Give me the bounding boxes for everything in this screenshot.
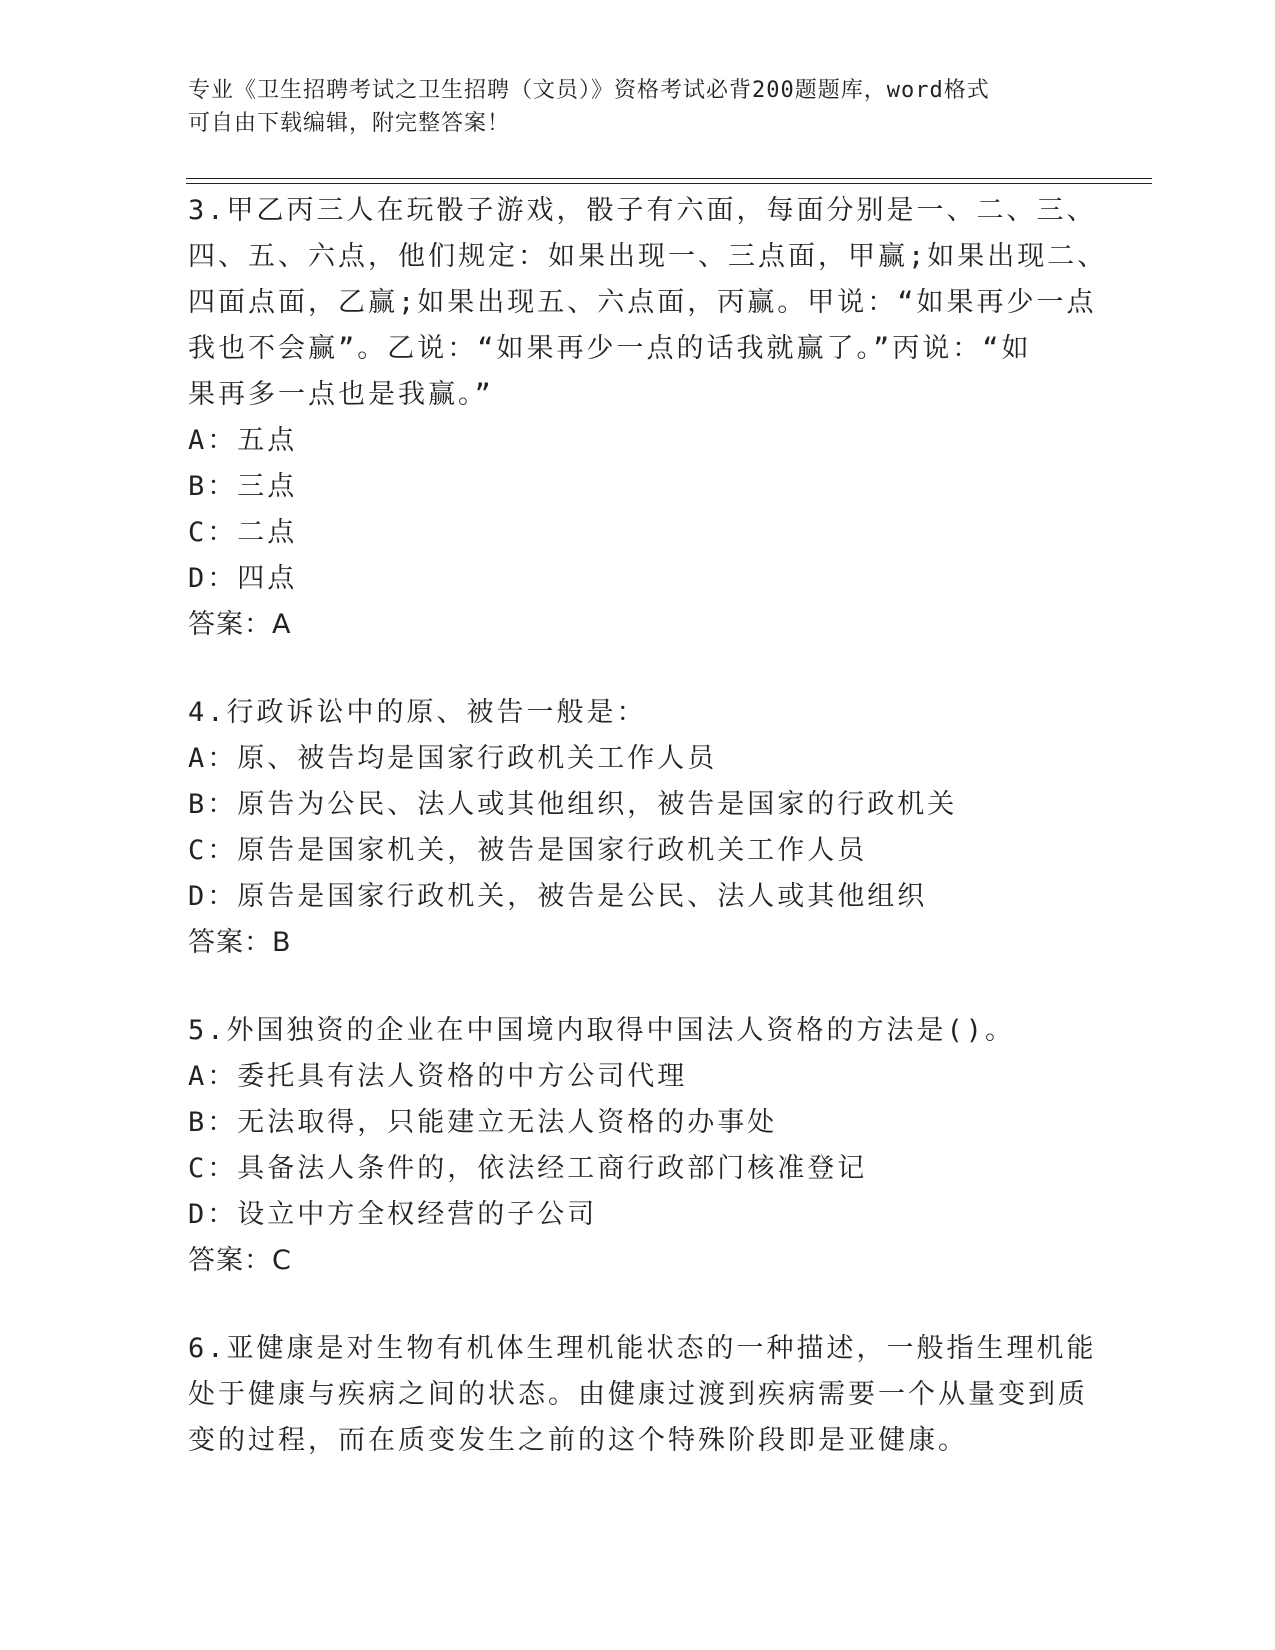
question-3-answer: 答案：A	[188, 609, 292, 640]
question-4-stem-line: 4.行政诉讼中的原、被告一般是：	[188, 697, 647, 728]
question-3-option-b: B：三点	[188, 471, 298, 502]
question-5-option-b: B：无法取得，只能建立无法人资格的办事处	[188, 1107, 778, 1138]
question-5-option-c: C：具备法人条件的，依法经工商行政部门核准登记	[188, 1153, 868, 1184]
question-5-stem-line: 5.外国独资的企业在中国境内取得中国法人资格的方法是()。	[188, 1015, 1016, 1046]
question-3-stem-line: 四、五、六点，他们规定：如果出现一、三点面，甲赢;如果出现二、	[188, 241, 1108, 272]
question-5-answer: 答案：C	[188, 1245, 292, 1276]
question-6	[188, 1326, 1097, 1464]
question-6-stem-line: 6.亚健康是对生物有机体生理机能状态的一种描述，一般指生理机能	[188, 1333, 1097, 1364]
question-6-stem-line: 处于健康与疾病之间的状态。由健康过渡到疾病需要一个从量变到质	[188, 1379, 1088, 1410]
header-divider-bottom	[186, 183, 1152, 184]
question-4-option-a: A：原、被告均是国家行政机关工作人员	[188, 743, 718, 774]
question-4-option-b: B：原告为公民、法人或其他组织，被告是国家的行政机关	[188, 789, 958, 820]
question-4-option-d: D：原告是国家行政机关，被告是公民、法人或其他组织	[188, 881, 928, 912]
header-title-line-1: 专业《卫生招聘考试之卫生招聘（文员）》资格考试必背200题题库，word格式	[188, 78, 990, 103]
question-list	[188, 188, 1108, 1506]
question-5-option-d: D：设立中方全权经营的子公司	[188, 1199, 598, 1230]
question-4-option-c: C：原告是国家机关，被告是国家行政机关工作人员	[188, 835, 868, 866]
question-3	[188, 188, 1108, 648]
question-3-stem-line: 四面点面，乙赢;如果出现五、六点面，丙赢。甲说：“如果再少一点	[188, 287, 1097, 318]
question-5	[188, 1008, 1078, 1284]
question-3-stem-line: 果再多一点也是我赢。”	[188, 379, 494, 410]
question-3-stem-line: 3.甲乙丙三人在玩骰子游戏，骰子有六面，每面分别是一、二、三、	[188, 195, 1097, 226]
question-3-option-a: A：五点	[188, 425, 298, 456]
question-5-option-a: A：委托具有法人资格的中方公司代理	[188, 1061, 688, 1092]
question-4	[188, 690, 1078, 966]
question-6-stem-line: 变的过程，而在质变发生之前的这个特殊阶段即是亚健康。	[188, 1425, 968, 1456]
question-3-option-d: D：四点	[188, 563, 298, 594]
question-4-answer: 答案：B	[188, 927, 292, 958]
header-divider-top	[186, 178, 1152, 179]
document-header	[188, 74, 1068, 140]
question-3-option-c: C：二点	[188, 517, 298, 548]
header-title-line-2: 可自由下载编辑，附完整答案！	[188, 111, 511, 136]
question-3-stem-line: 我也不会赢”。乙说：“如果再少一点的话我就赢了。”丙说：“如	[188, 333, 1032, 364]
